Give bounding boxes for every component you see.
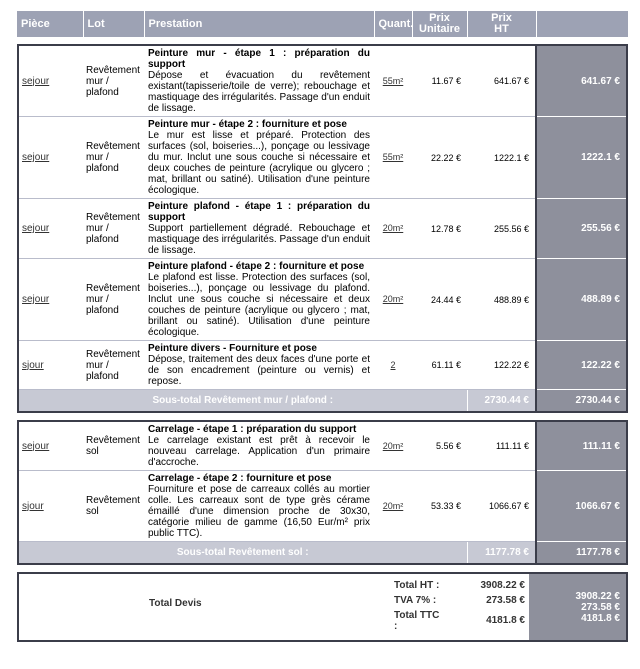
- header-prestation: Prestation: [144, 11, 374, 37]
- big-total-ttc: 4181.8 €: [581, 613, 620, 624]
- lot-cell: Revêtement sol: [83, 422, 144, 471]
- total-ht-label: Total HT :: [394, 580, 440, 591]
- line-total-cell: 1066.67 €: [536, 471, 626, 542]
- prestation-cell: [144, 422, 374, 471]
- prestation-description: Le mur est lisse et préparé. Protection des surfaces (sol, boiseries...), ponçage ou lessivage du mur. Inclut une sous couche si nécessaire et deux couches de peinture (acrylique ou glycero ; mat, brillant ou satiné). Utilisation d'une peinture écologique.: [148, 130, 370, 196]
- piece-link[interactable]: sjour: [22, 359, 44, 371]
- prix-ht-cell: 111.11 €: [467, 422, 536, 471]
- prestation-description: Dépose, traitement des deux faces d'une porte et de son encadrement (peinture ou vernis) et repose.: [148, 354, 370, 387]
- piece-cell: [19, 471, 83, 542]
- devis-container: [17, 11, 628, 642]
- table-row: [19, 471, 626, 542]
- prix-ht-cell: 641.67 €: [467, 46, 536, 117]
- total-ht-value: 3908.22 €: [480, 580, 525, 591]
- total-ttc-value: 4181.8 €: [486, 615, 525, 626]
- quantity-cell: [374, 259, 412, 341]
- subtotal-label: Sous-total Revêtement mur / plafond :: [19, 390, 467, 412]
- piece-cell: [19, 341, 83, 390]
- prestation-cell: [144, 46, 374, 117]
- piece-link[interactable]: sejour: [22, 440, 50, 452]
- prix-unitaire-cell: 5.56 €: [412, 422, 467, 471]
- lot-cell: Revêtement mur / plafond: [83, 117, 144, 199]
- section-revetement-sol: [17, 420, 628, 565]
- header-total-col: [536, 11, 628, 37]
- subtotal-ht: 1177.78 €: [467, 542, 536, 564]
- header-lot: Lot: [83, 11, 144, 37]
- piece-cell: [19, 46, 83, 117]
- tva-label: TVA 7% :: [394, 595, 437, 606]
- section-revetement-mur: [17, 44, 628, 413]
- quantity-link[interactable]: 55m²: [382, 152, 404, 162]
- subtotal-total: 1177.78 €: [536, 542, 626, 564]
- subtotal-ht: 2730.44 €: [467, 390, 536, 412]
- total-labels: [394, 580, 439, 632]
- piece-link[interactable]: sejour: [22, 75, 50, 87]
- big-total-ht: 3908.22 €: [575, 591, 620, 602]
- prestation-cell: [144, 341, 374, 390]
- piece-link[interactable]: sjour: [22, 500, 44, 512]
- subtotal-row: [19, 542, 626, 564]
- table-row: [19, 259, 626, 341]
- piece-link[interactable]: sejour: [22, 223, 50, 234]
- prestation-title: Peinture mur - étape 1 : préparation du support: [148, 48, 370, 70]
- total-ttc-colon: :: [394, 621, 398, 632]
- total-devis-box: [17, 572, 628, 642]
- prestation-title: Carrelage - étape 1 : préparation du support: [148, 424, 357, 435]
- tva-value: 273.58 €: [486, 595, 525, 606]
- quantity-cell: [374, 341, 412, 390]
- lot-cell: Revêtement mur / plafond: [83, 259, 144, 341]
- piece-cell: [19, 259, 83, 341]
- prix-ht-cell: 122.22 €: [467, 341, 536, 390]
- prestation-description: Le plafond est lisse. Protection des surfaces (sol, boiseries...), ponçage ou lessivage du plafond. Inclut une sous couche si nécessaire et deux couches de peinture (acrylique ou glycero ; mat, brillant ou satiné). Utilisation d'une peinture écologique.: [148, 272, 370, 338]
- piece-link[interactable]: sejour: [22, 294, 50, 305]
- header-prix-unitaire: Prix Unitaire: [412, 11, 467, 37]
- subtotal-row: [19, 390, 626, 412]
- lot-cell: Revêtement mur / plafond: [83, 199, 144, 259]
- prestation-description: Fourniture et pose de carreaux collés au mortier colle. Les carreaux sont de type grès cérame émaillé d'une dimension proche de 30x30, catégorie milieu de gamme (16,50 Eur/m² prix public TTC).: [148, 484, 370, 539]
- quantity-cell: [374, 199, 412, 259]
- prestation-cell: [144, 259, 374, 341]
- line-total-cell: 255.56 €: [536, 199, 626, 259]
- piece-cell: [19, 117, 83, 199]
- prix-unitaire-cell: 24.44 €: [412, 259, 467, 341]
- piece-link[interactable]: sejour: [22, 152, 50, 163]
- prestation-description: Support partiellement dégradé. Rebouchage et mastiquage des irrégularités. Passage d'un enduit de lissage.: [148, 223, 370, 256]
- lot-cell: Revêtement mur / plafond: [83, 341, 144, 390]
- quantity-cell: [374, 46, 412, 117]
- prestation-description: Dépose et évacuation du revêtement existant(tapisserie/toile de verre); rebouchage et mastiquage des irrégularités. Passage d'un enduit de lissage.: [148, 70, 370, 114]
- subtotal-label: Sous-total Revêtement sol :: [19, 542, 467, 564]
- total-summary-column: [529, 574, 626, 640]
- prix-unitaire-cell: 11.67 €: [412, 46, 467, 117]
- quantity-link[interactable]: 20m²: [382, 294, 404, 304]
- prix-ht-cell: 1222.1 €: [467, 117, 536, 199]
- prestation-cell: [144, 199, 374, 259]
- quantity-link[interactable]: 2: [390, 359, 396, 370]
- piece-cell: [19, 199, 83, 259]
- prix-unitaire-cell: 12.78 €: [412, 199, 467, 259]
- section-table: [19, 422, 626, 563]
- table-row: [19, 46, 626, 117]
- prix-unitaire-cell: 22.22 €: [412, 117, 467, 199]
- quantity-cell: [374, 471, 412, 542]
- prestation-title: Peinture plafond - étape 2 : fourniture et pose: [148, 261, 365, 272]
- prestation-title: Peinture mur - étape 2 : fourniture et pose: [148, 119, 347, 130]
- header-quant: Quant.: [374, 11, 412, 37]
- line-total-cell: 1222.1 €: [536, 117, 626, 199]
- line-total-cell: 122.22 €: [536, 341, 626, 390]
- section-table: [19, 46, 626, 411]
- prestation-title: Carrelage - étape 2 : fourniture et pose: [148, 473, 332, 484]
- lot-cell: Revêtement sol: [83, 471, 144, 542]
- big-tva: 273.58 €: [581, 602, 620, 613]
- table-row: [19, 117, 626, 199]
- line-total-cell: 641.67 €: [536, 46, 626, 117]
- header-piece: Pièce: [17, 11, 83, 37]
- prestation-description: Le carrelage existant est prêt à recevoir le nouveau carrelage. Application d'un primaire d'accroche.: [148, 435, 370, 468]
- quantity-cell: [374, 422, 412, 471]
- quantity-link[interactable]: 20m²: [382, 223, 404, 233]
- quantity-link[interactable]: 20m²: [382, 500, 404, 511]
- line-total-cell: 488.89 €: [536, 259, 626, 341]
- prix-unitaire-cell: 61.11 €: [412, 341, 467, 390]
- table-row: [19, 341, 626, 390]
- prix-ht-cell: 1066.67 €: [467, 471, 536, 542]
- header-table: [17, 11, 629, 37]
- quantity-link[interactable]: 55m²: [382, 75, 404, 86]
- prix-unitaire-cell: 53.33 €: [412, 471, 467, 542]
- prestation-cell: [144, 117, 374, 199]
- header-prix-ht: Prix HT: [467, 11, 536, 37]
- quantity-cell: [374, 117, 412, 199]
- quantity-link[interactable]: 20m²: [382, 440, 404, 451]
- subtotal-total: 2730.44 €: [536, 390, 626, 412]
- total-devis-label: Total Devis: [149, 598, 202, 609]
- prix-ht-cell: 488.89 €: [467, 259, 536, 341]
- total-values: [455, 580, 525, 626]
- prestation-title: Peinture divers - Fourniture et pose: [148, 343, 317, 354]
- lot-cell: Revêtement mur / plafond: [83, 46, 144, 117]
- table-row: [19, 422, 626, 471]
- prestation-title: Peinture plafond - étape 1 : préparation du support: [148, 201, 370, 223]
- line-total-cell: 111.11 €: [536, 422, 626, 471]
- piece-cell: [19, 422, 83, 471]
- table-row: [19, 199, 626, 259]
- prestation-cell: [144, 471, 374, 542]
- prix-ht-cell: 255.56 €: [467, 199, 536, 259]
- total-ttc-label: Total TTC: [394, 610, 440, 621]
